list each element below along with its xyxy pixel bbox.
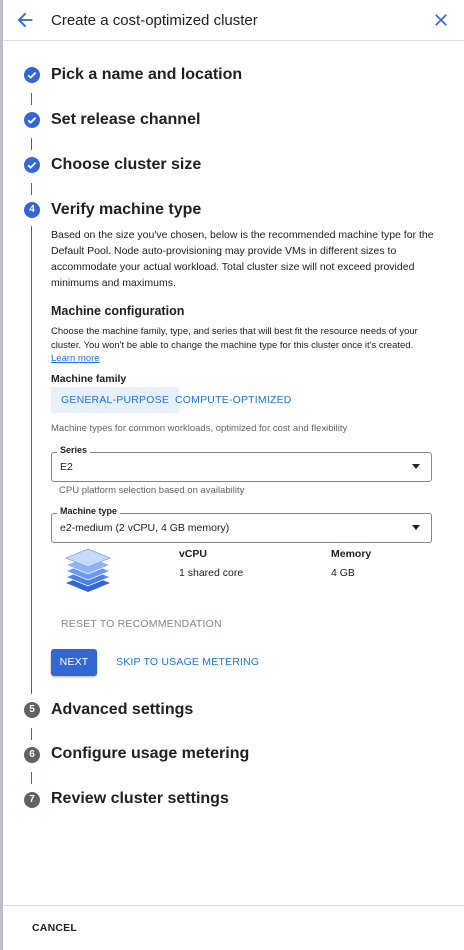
panel-title: Create a cost-optimized cluster [51,12,258,29]
panel-left-edge [0,0,3,950]
series-hint: CPU platform selection based on availability [59,485,245,496]
step-connector [31,772,32,784]
step-4-content-rail [31,226,32,694]
skip-to-usage-metering-button[interactable]: SKIP TO USAGE METERING [116,656,260,668]
dropdown-arrow-icon [412,525,420,530]
machine-family-general-purpose[interactable]: GENERAL-PURPOSE [51,387,179,413]
machine-configuration-help [51,325,431,366]
step-6-number-badge: 6 [24,747,40,763]
step-6-title[interactable]: Configure usage metering [51,745,250,762]
memory-value: 4 GB [331,567,355,579]
step-3-complete-check-icon [24,157,40,173]
step-7-number-badge: 7 [24,792,40,808]
description-line: Default Pool. Node auto-provisioning may provide VMs in different sizes to [51,245,397,257]
help-line: cluster. You won't be able to change the machine type for this cluster once it's created. [51,339,414,351]
verify-description [51,227,441,291]
description-line: Based on the size you've chosen, below is the recommended machine type for the [51,229,434,241]
close-icon[interactable] [431,10,451,30]
step-connector [31,728,32,740]
vcpu-header: vCPU [179,548,208,560]
help-line: Choose the machine family, type, and series that will best fit the resource needs of your [51,326,418,337]
step-5-title[interactable]: Advanced settings [51,701,194,718]
step-4-number-badge: 4 [24,202,40,218]
reset-to-recommendation-button[interactable]: RESET TO RECOMMENDATION [61,618,222,630]
step-connector [31,138,32,150]
step-3-title[interactable]: Choose cluster size [51,156,202,173]
dropdown-arrow-icon [412,464,420,469]
machine-family-label: Machine family [51,373,127,385]
machine-type-label: Machine type [57,506,120,516]
step-connector [31,93,32,105]
step-2-title[interactable]: Set release channel [51,111,201,128]
machine-configuration-heading: Machine configuration [51,304,185,318]
series-label: Series [57,445,90,455]
next-button[interactable]: NEXT [51,649,97,676]
vcpu-value: 1 shared core [179,567,244,579]
step-connector [31,183,32,195]
machine-type-select[interactable] [51,506,432,543]
machine-family-compute-optimized[interactable]: COMPUTE-OPTIMIZED [175,394,292,406]
series-select[interactable] [51,445,432,482]
machine-type-value: e2-medium (2 vCPU, 4 GB memory) [60,522,230,534]
step-1-title[interactable]: Pick a name and location [51,66,243,83]
description-line: accommodate your actual workload. Total cluster size will not exceed provided [51,261,415,273]
panel-header [3,0,464,41]
description-line: minimums and maximums. [51,277,176,289]
stacked-layers-icon [64,546,112,596]
learn-more-link[interactable]: Learn more [51,353,100,364]
step-2-complete-check-icon [24,112,40,128]
step-7-title[interactable]: Review cluster settings [51,790,229,807]
step-4-title[interactable]: Verify machine type [51,201,202,218]
arrow-back-icon[interactable] [14,9,36,31]
memory-header: Memory [331,548,372,560]
machine-family-hint: Machine types for common workloads, optimized for cost and flexibility [51,423,348,434]
series-value: E2 [60,461,73,473]
step-5-number-badge: 5 [24,702,40,718]
cancel-button[interactable]: CANCEL [32,922,77,934]
step-1-complete-check-icon [24,67,40,83]
panel-footer [3,905,464,950]
